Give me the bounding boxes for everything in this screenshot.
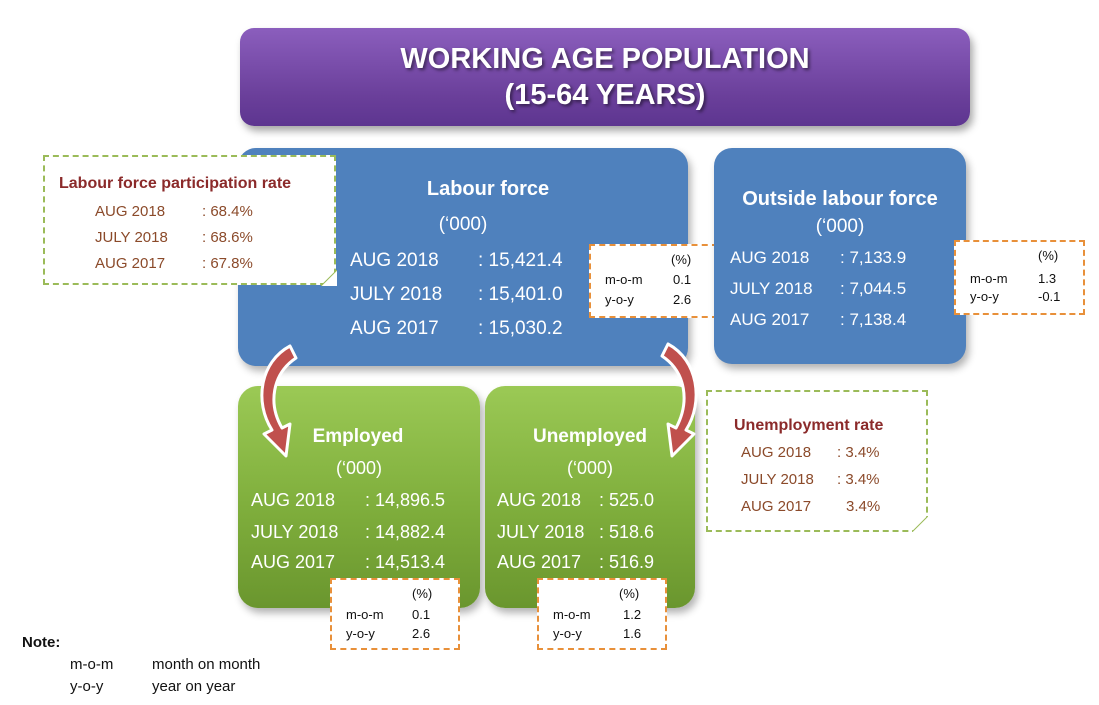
unemployed-row — [497, 552, 655, 573]
unemployed-unit: (‘000) — [566, 458, 614, 478]
employed-title: Employed — [312, 426, 404, 447]
lfpr-box — [43, 155, 336, 285]
row-value: : 516.9 — [599, 552, 655, 572]
row-value: : 525.0 — [599, 490, 655, 510]
mom-label: m-o-m — [553, 607, 591, 622]
outside-row — [730, 279, 907, 299]
row-value: : 7,133.9 — [840, 248, 907, 267]
outside-labour-force-unit: (‘000) — [815, 216, 865, 237]
yoy-value: 1.6 — [623, 626, 642, 641]
yoy-label: y-o-y — [605, 292, 634, 307]
pct-label: (%) — [671, 252, 692, 267]
row-label: AUG 2018 — [741, 444, 812, 461]
employed-row — [251, 490, 446, 511]
note-heading: Note: — [22, 634, 61, 651]
unemployed-row — [497, 522, 655, 543]
row-label: AUG 2018 — [350, 250, 439, 271]
row-value: : 14,896.5 — [365, 490, 446, 510]
row-label: AUG 2018 — [497, 490, 582, 510]
outside-labour-force-box — [714, 148, 966, 364]
row-label: JULY 2018 — [95, 229, 168, 246]
unemployed-row — [497, 490, 655, 511]
row-label: AUG 2017 — [741, 498, 812, 515]
row-label: AUG 2017 — [497, 552, 582, 572]
unemployed-change-box — [537, 578, 667, 650]
row-label: AUG 2017 — [730, 310, 810, 329]
row-label: AUG 2018 — [730, 248, 810, 267]
lfpr-row — [95, 255, 253, 272]
row-value: : 3.4% — [837, 444, 880, 461]
mom-label: m-o-m — [605, 272, 643, 287]
unemployed-title: Unemployed — [532, 426, 648, 447]
outside-row — [730, 248, 907, 268]
row-value: : 15,421.4 — [478, 250, 563, 271]
row-value: : 14,513.4 — [365, 552, 446, 572]
employed-unit: (‘000) — [335, 458, 383, 478]
outside-change-box — [954, 240, 1085, 315]
yoy-label: y-o-y — [970, 289, 999, 304]
mom-value: 0.1 — [673, 272, 692, 287]
row-label: JULY 2018 — [730, 279, 813, 298]
row-label: JULY 2018 — [741, 471, 814, 488]
labour-force-change-box — [589, 244, 718, 318]
row-label: AUG 2017 — [251, 552, 336, 572]
pct-label: (%) — [412, 586, 433, 601]
note-meaning: year on year — [152, 678, 236, 695]
labour-force-unit: (‘000) — [438, 214, 488, 235]
yoy-label: y-o-y — [346, 626, 375, 641]
row-label: JULY 2018 — [251, 522, 339, 542]
row-value: : 7,044.5 — [840, 279, 907, 298]
note-abbr: y-o-y — [70, 678, 104, 695]
row-value: : 15,401.0 — [478, 284, 563, 305]
employed-change-box — [330, 578, 460, 650]
unemployment-rate-row — [741, 498, 881, 515]
yoy-value: 2.6 — [412, 626, 431, 641]
left-curved-arrow-icon — [250, 342, 302, 462]
outside-row — [730, 310, 907, 330]
row-value: : 67.8% — [202, 255, 253, 272]
unemployment-rate-box — [706, 390, 928, 532]
lfpr-title: Labour force participation rate — [59, 175, 292, 192]
note-meaning: month on month — [152, 656, 261, 673]
mom-value: 1.3 — [1038, 271, 1057, 286]
unemployment-rate-title: Unemployment rate — [734, 417, 884, 434]
lfpr-row — [95, 203, 253, 220]
title-banner — [240, 28, 970, 126]
unemployment-rate-row — [741, 444, 880, 461]
mom-label: m-o-m — [346, 607, 384, 622]
unemployment-rate-row — [741, 471, 880, 488]
lfpr-row — [95, 229, 253, 246]
page-fold-icon — [321, 270, 337, 286]
labour-force-title: Labour force — [426, 178, 550, 200]
row-value: : 7,138.4 — [840, 310, 907, 329]
row-label: JULY 2018 — [350, 284, 443, 305]
labour-force-row — [350, 318, 563, 340]
row-value: : 68.4% — [202, 203, 253, 220]
row-label: AUG 2018 — [251, 490, 336, 510]
mom-label: m-o-m — [970, 271, 1008, 286]
yoy-label: y-o-y — [553, 626, 582, 641]
row-label: JULY 2018 — [497, 522, 585, 542]
page-fold-icon — [912, 516, 928, 532]
note-abbr: m-o-m — [70, 656, 114, 673]
row-value: : 3.4% — [837, 471, 880, 488]
yoy-value: -0.1 — [1038, 289, 1061, 304]
row-value: : 14,882.4 — [365, 522, 446, 542]
yoy-value: 2.6 — [673, 292, 692, 307]
row-label: AUG 2018 — [95, 203, 166, 220]
labour-force-row — [350, 250, 563, 272]
pct-label: (%) — [1038, 248, 1059, 263]
title-line1: WORKING AGE POPULATION — [400, 43, 810, 75]
row-value: : 68.6% — [202, 229, 253, 246]
pct-label: (%) — [619, 586, 640, 601]
row-value: 3.4% — [846, 498, 881, 515]
employed-row — [251, 552, 446, 573]
title-line2: (15-64 YEARS) — [504, 79, 706, 111]
row-label: AUG 2017 — [350, 318, 439, 339]
mom-value: 1.2 — [623, 607, 642, 622]
row-value: : 518.6 — [599, 522, 655, 542]
row-value: : 15,030.2 — [478, 318, 563, 339]
right-curved-arrow-icon — [656, 340, 708, 462]
employed-row — [251, 522, 446, 543]
outside-labour-force-title: Outside labour force — [742, 188, 938, 210]
labour-force-row — [350, 284, 563, 306]
mom-value: 0.1 — [412, 607, 431, 622]
row-label: AUG 2017 — [95, 255, 166, 272]
